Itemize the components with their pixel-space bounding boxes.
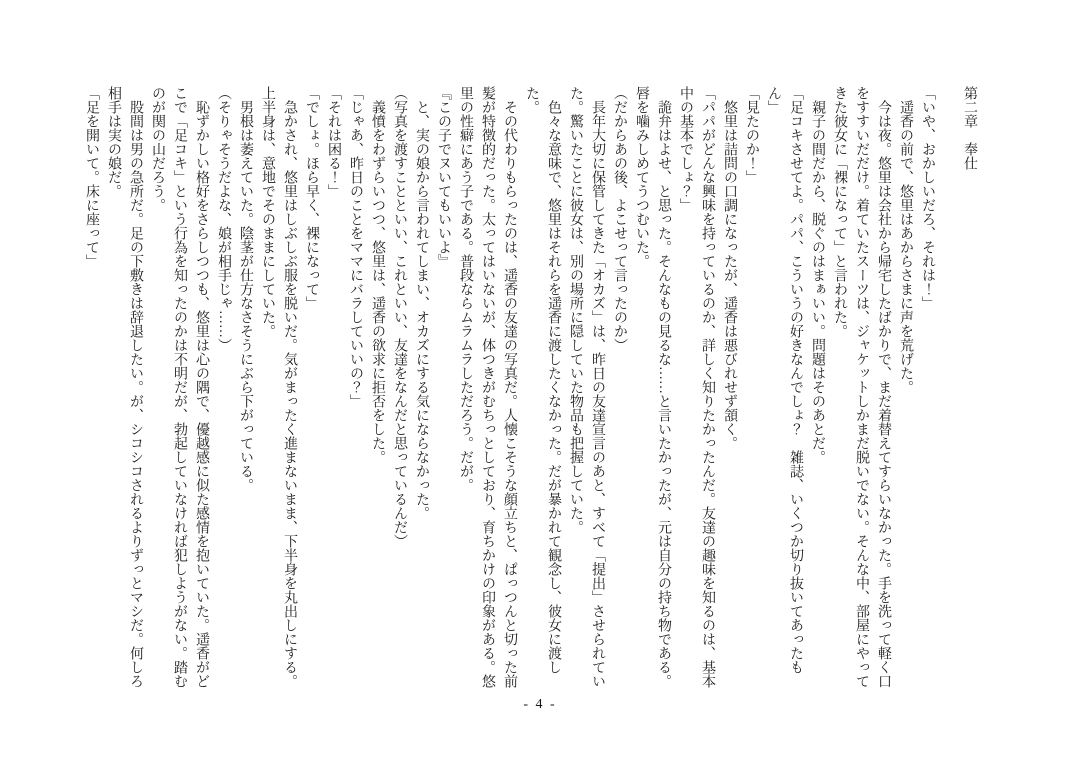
paragraph: 『この子でヌいてもいいよ』 [436, 86, 451, 268]
paragraph: 恥ずかしい格好をさらしつつも、悠里は心の隅で、優越感に似た感情を抱いていた。遥香がどこで「足コキ」という行為を知ったのかは不明だが、勃起していなければ犯しようがない。踏むのが関の山だろう。 [150, 86, 209, 688]
paragraph: 「でしょ。ほら早く、裸になって」 [304, 86, 319, 310]
paragraph: 急かされ、悠里はしぶしぶ服を脱いだ。気がまったく進まないまま、下半身を丸出しにする。上半身は、意地でそのままにしていた。 [260, 86, 297, 688]
paragraph: 親子の間だから、脱ぐのはまぁいい。問題はそのあとだ。 [810, 86, 825, 464]
paragraph: （写真を渡すことといい、これといい、友達をなんだと思っているんだ） [392, 86, 407, 548]
paragraph: 義憤をわずらいつつ、悠里は、遥香の欲求に拒否をした。 [370, 86, 385, 464]
paragraph: と、実の娘から言われてしまい、オカズにする気にならなかった。 [414, 86, 429, 520]
paragraph: 色々な意味で、悠里はそれらを遥香に渡したくなかった。だが暴かれて観念し、彼女に渡した。 [524, 86, 561, 674]
paragraph: 「見たのか！」 [744, 86, 759, 184]
paragraph: 股間は男の急所だ。足の下敷きは辞退したい。が、シコシコされるよりずっとマシだ。何しろ相手は実の娘だ。 [106, 86, 143, 688]
paragraph: 詭弁はよせ、と思った。そんなもの見るな……と言いたかったが、元は自分の持ち物である。唇を噛みしめてうつむいた。 [634, 86, 671, 688]
paragraph: 「足コキさせてよ。パパ、こういうの好きなんでしょ？ 雑誌、いくつか切り抜いてあったもん」 [766, 86, 803, 674]
paragraph: （だからあの後、よこせって言ったのか） [612, 86, 627, 352]
paragraph: 悠里は詰問の口調になったが、遥香は悪びれせず頷く。 [722, 86, 737, 450]
paragraph: 「パパがどんな興味を持っているのか、詳しく知りたかったんだ。友達の趣味を知るのは、基本中の基本でしょ？」 [678, 86, 715, 688]
paragraph: 男根は萎えていた。陰茎が仕方なさそうにぶら下がっている。 [238, 86, 253, 492]
paragraph: 遥香の前で、悠里はあからさまに声を荒げた。 [898, 86, 913, 394]
paragraph: 長年大切に保管してきた「オカズ」は、昨日の友達宣言のあと、すべて「提出」させられていた。驚いたことに彼女は、別の場所に隠していた物品も把握していた。 [568, 86, 605, 688]
page-number: - 4 - [523, 697, 557, 712]
chapter-title: 第二章 奉仕 [962, 86, 977, 170]
paragraph: 「足を開いて。床に座って」 [84, 86, 99, 268]
paragraph: その代わりもらったのは、遥香の友達の写真だ。人懐こそうな顔立ちと、ぱっつんと切った前髪が特徴的だった。太ってはいないが、体つきがむちっとしており、育ちかけの印象がある。悠里の性癖にあう子である。普段ならムラムラしただろう。だが。 [458, 86, 517, 688]
paragraph: 今は夜。悠里は会社から帰宅したばかりで、まだ着替えてすらいなかった。手を洗って軽く口をすすいだだけ。着ていたスーツは、ジャケットしかまだ脱いでない。そんな中、部屋にやってきた彼女に「裸になって」と言われた。 [832, 86, 891, 688]
body-text [80, 86, 980, 692]
paragraph: 「いや、おかしいだろ、それは！」 [920, 86, 935, 310]
paragraph: （そりゃそうだよな、娘が相手じゃ……） [216, 86, 231, 352]
paragraph: 「じゃあ、昨日のことをママにバラしていいの？」 [348, 86, 363, 408]
paragraph: 「それは困る！」 [326, 86, 341, 198]
